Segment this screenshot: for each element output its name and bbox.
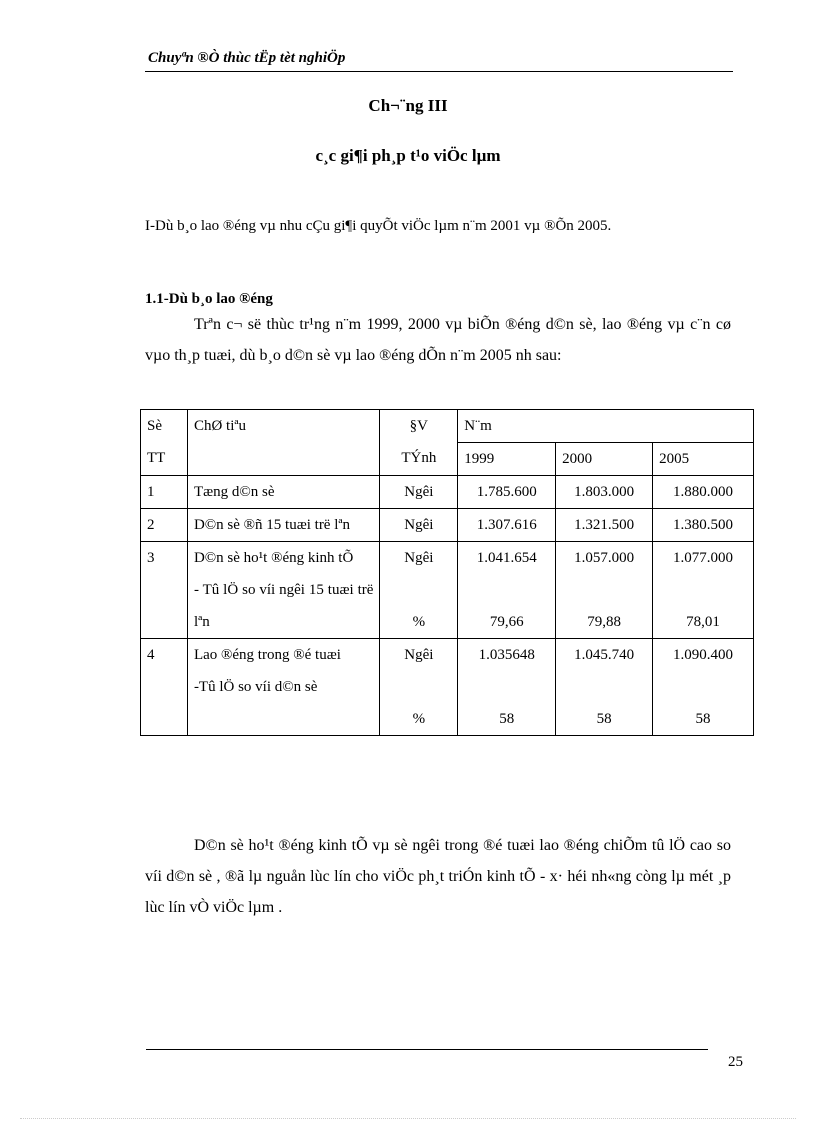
section-heading: I-Dù b¸o lao ®éng vµ nhu cÇu gi¶i quyÕt viÖc lµm n¨m 2001 vµ ®Õn 2005. <box>145 218 612 234</box>
year-2000: 2000 <box>556 443 653 476</box>
header-stt: Sè TT <box>141 410 188 476</box>
header-rule <box>145 71 733 72</box>
conclusion-paragraph: D©n sè ho¹t ®éng kinh tÕ vµ sè ngêi trong ®é tuæi lao ®éng chiÕm tû lÖ cao so víi d©n sè , ®ã lµ nguån lùc lín cho viÖc ph¸t triÓn kinh tÕ - x· héi nh«ng còng lµ mét ¸p lùc lín vÒ viÖc lµm . <box>145 837 731 916</box>
forecast-table <box>140 409 754 736</box>
row-unit: Ngêi <box>380 509 458 542</box>
row-unit: Ngêi % <box>380 639 458 736</box>
row-name: D©n sè ®ñ 15 tuæi trë lªn <box>187 509 379 542</box>
table-row <box>141 476 754 509</box>
row-no: 3 <box>141 542 188 639</box>
row-no: 4 <box>141 639 188 736</box>
row-value: 1.035648 58 <box>458 639 556 736</box>
page-edge <box>20 1118 796 1119</box>
year-1999: 1999 <box>458 443 556 476</box>
row-value: 1.307.616 <box>458 509 556 542</box>
row-sub-label: -Tû lÖ so víi d©n sè <box>193 679 318 695</box>
row-value: 1.077.000 78,01 <box>653 542 754 639</box>
footer-rule <box>146 1049 708 1050</box>
row-value: 1.880.000 <box>653 476 754 509</box>
running-header: Chuyªn ®Ò thùc tËp tèt nghiÖp <box>148 50 346 66</box>
row-value: 1.090.400 58 <box>653 639 754 736</box>
row-name <box>187 542 379 639</box>
row-value: 1.803.000 <box>556 476 653 509</box>
subsection-heading: 1.1-Dù b¸o lao ®éng <box>145 291 273 307</box>
row-value: 1.321.500 <box>556 509 653 542</box>
table-row <box>141 542 754 639</box>
row-main-label: D©n sè ho¹t ®éng kinh tÕ <box>193 550 354 566</box>
header-year: N¨m <box>458 410 754 443</box>
header-indicator: ChØ tiªu <box>187 410 379 476</box>
chapter-subtitle: c¸c gi¶i ph¸p t¹o viÖc lµm <box>315 146 501 165</box>
table-row <box>141 639 754 736</box>
row-no: 1 <box>141 476 188 509</box>
year-2005: 2005 <box>653 443 754 476</box>
row-unit: Ngêi <box>380 476 458 509</box>
table-header-row <box>141 410 754 443</box>
row-value: 1.380.500 <box>653 509 754 542</box>
page-number: 25 <box>728 1054 743 1070</box>
row-value: 1.057.000 79,88 <box>556 542 653 639</box>
row-name: Tæng d©n sè <box>187 476 379 509</box>
row-unit: Ngêi % <box>380 542 458 639</box>
row-value: 1.045.740 58 <box>556 639 653 736</box>
row-value: 1.785.600 <box>458 476 556 509</box>
row-name <box>187 639 379 736</box>
row-no: 2 <box>141 509 188 542</box>
header-unit: §V TÝnh <box>380 410 458 476</box>
chapter-title: Ch¬¨ng III <box>368 96 448 115</box>
row-main-label: Lao ®éng trong ®é tuæi <box>193 647 341 663</box>
row-sub-label: - Tû lÖ so víi ngêi 15 tuæi trë lªn <box>193 582 374 630</box>
table-row <box>141 509 754 542</box>
row-value: 1.041.654 79,66 <box>458 542 556 639</box>
intro-paragraph: Trªn c¬ së thùc tr¹ng n¨m 1999, 2000 vµ biÕn ®éng d©n sè, lao ®éng vµ c¨n cø vµo th¸p tuæi, dù b¸o d©n sè vµ lao ®éng dÕn n¨m 2005 nh sau: <box>145 316 731 364</box>
